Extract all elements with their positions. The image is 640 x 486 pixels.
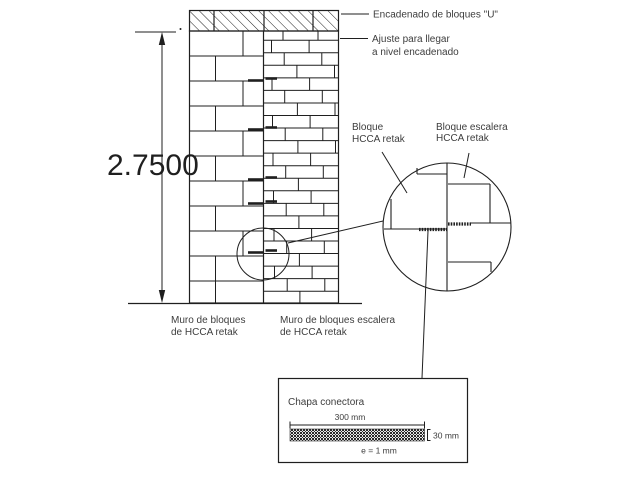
muro-right-label-line2: de HCCA retak <box>280 327 347 338</box>
muro-bloques-left-bricks <box>190 31 264 303</box>
ajuste-label-line1: Ajuste para llegar <box>372 34 450 45</box>
bond-beam-hatched-course <box>190 11 339 32</box>
bloque-label-line1: Bloque <box>352 122 384 133</box>
muro-bloques-escalera-bricks <box>264 31 339 303</box>
arrow-down-icon <box>159 290 165 303</box>
arrow-up-icon <box>159 32 165 45</box>
encadenado-label: Encadenado de bloques "U" <box>373 9 498 21</box>
escalera-label-line2: HCCA retak <box>436 133 489 144</box>
muro-right-label-line1: Muro de bloques escalera <box>280 315 396 326</box>
escalera-label-line1: Bloque escalera <box>436 122 508 133</box>
muro-left-label-line2: de HCCA retak <box>171 327 238 338</box>
bloque-leader-line <box>382 152 407 193</box>
detail-reference-leader <box>288 221 383 243</box>
stray-dot <box>180 28 182 30</box>
ajuste-label-line2: a nivel encadenado <box>372 47 459 58</box>
chapa-title: Chapa conectora <box>288 397 365 408</box>
height-dimension <box>107 28 199 303</box>
connector-plate-bar <box>290 429 425 441</box>
muro-left-label-line1: Muro de bloques <box>171 315 246 326</box>
bottom-annotations <box>171 315 396 338</box>
bloque-label-line2: HCCA retak <box>352 134 405 145</box>
plate-thickness-value: e = 1 mm <box>361 445 397 456</box>
wall-height-value: 2.7500 <box>107 149 199 182</box>
top-annotations <box>340 10 498 59</box>
plate-height-value: 30 mm <box>433 430 459 441</box>
plate-length-value: 300 mm <box>334 412 366 422</box>
